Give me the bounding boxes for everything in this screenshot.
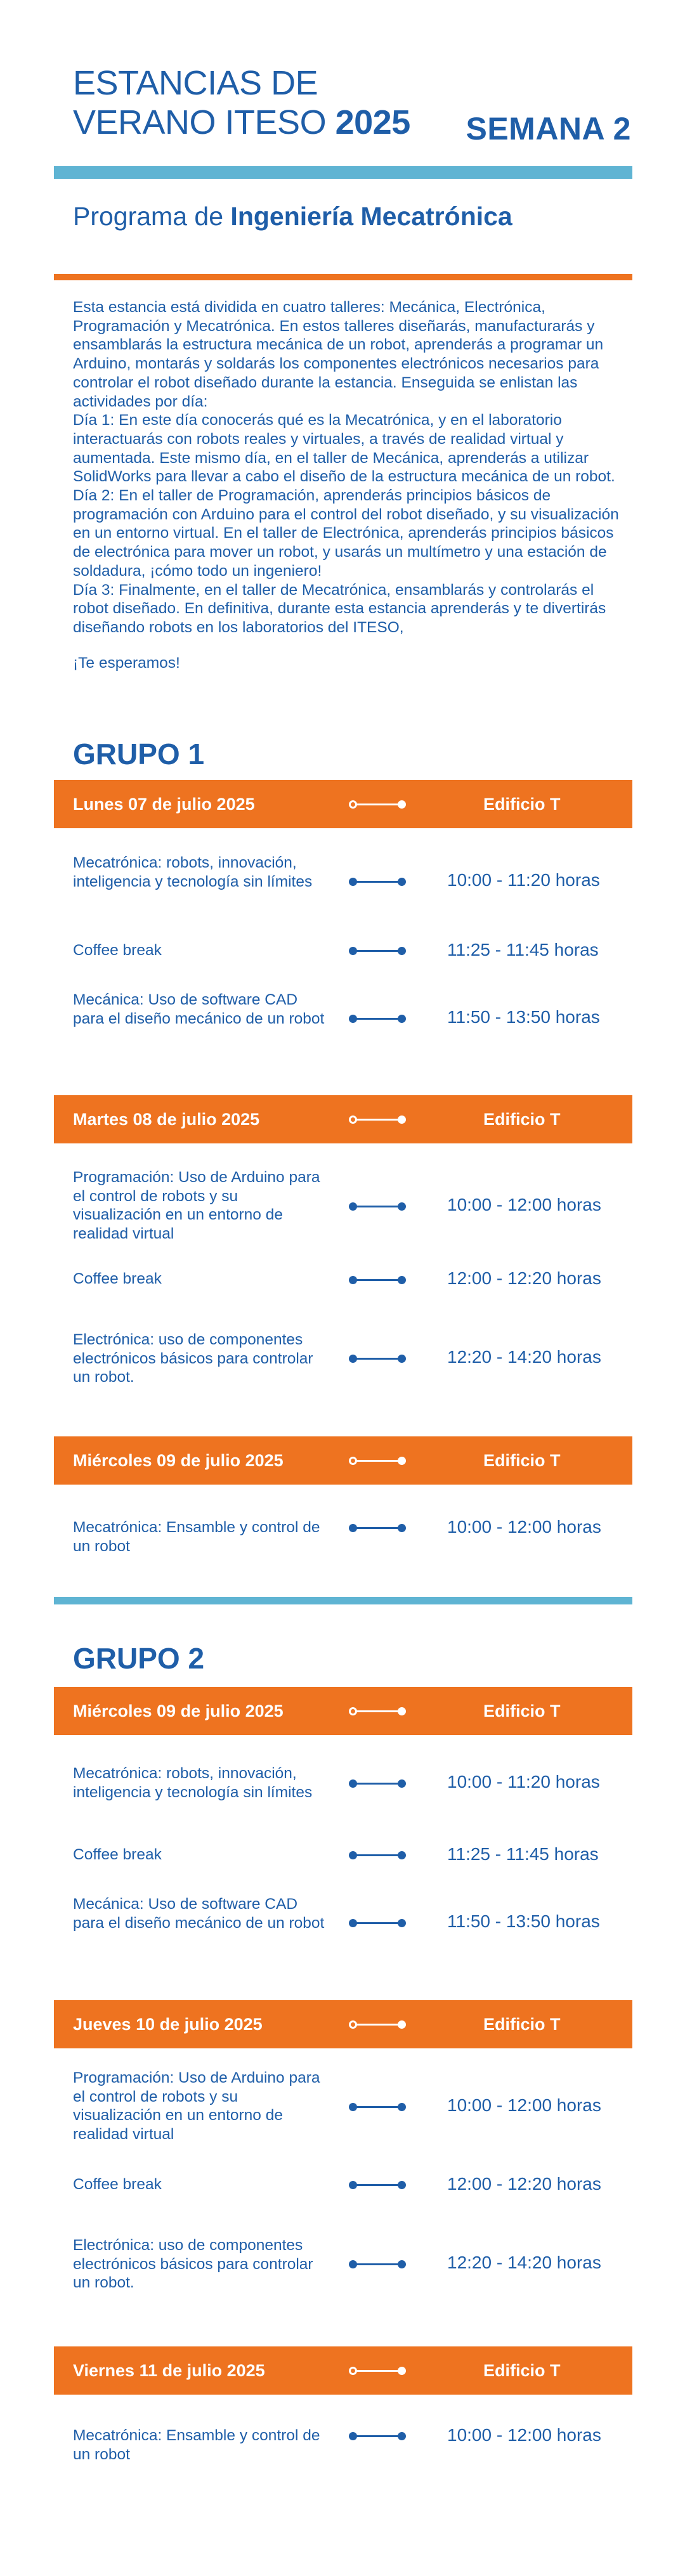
- connector-icon: [349, 1202, 406, 1211]
- day-label: Viernes 11 de julio 2025: [73, 2361, 265, 2380]
- day-label: Martes 08 de julio 2025: [73, 1110, 260, 1129]
- intro-paragraph: Esta estancia está dividida en cuatro talleres: Mecánica, Electrónica, Programación y Mecatrónica. En estos talleres diseñarás, manufacturarás y ensamblarás la estructura mecánica de un robot, aprenderás a programar un Arduino, montarás y soldarás los componentes electrónicos necesarios para controlar el robot diseñado durante la estancia. Enseguida se enlistan las actividades por día:: [73, 299, 604, 410]
- day-label: Lunes 07 de julio 2025: [73, 795, 255, 814]
- time-label: 10:00 - 12:00 horas: [447, 1195, 601, 1214]
- time-label: 11:25 - 11:45 horas: [447, 940, 599, 959]
- group-title: GRUPO 2: [73, 1642, 205, 1675]
- connector-icon: [349, 1275, 406, 1284]
- time-label: 10:00 - 11:20 horas: [447, 870, 600, 890]
- day-label: Miércoles 09 de julio 2025: [73, 1451, 284, 1470]
- intro-day-2: Día 2: En el taller de Programación, aprenderás principios básicos de programación con Arduino para el control del robot diseñado, y su visualización en un entorno virtual. En el taller de Electrónica, aprenderás principios básicos de electrónica para mover un robot, y usarás un multímetro y una estación de soldadura, ¡cómo todo un ingeniero!: [73, 487, 619, 580]
- intro-day-1: Día 1: En este día conocerás qué es la Mecatrónica, y en el laboratorio interactuarás con robots reales y virtuales, a través de realidad virtual y aumentada. Este mismo día, en el taller de Mecánica, aprenderás a utilizar SolidWorks para llevar a cabo el diseño de la estructura mecánica de un robot.: [73, 412, 615, 486]
- connector-icon: [349, 1354, 406, 1363]
- day-header: [54, 780, 632, 828]
- day-header: [54, 1095, 632, 1143]
- connector-icon: [349, 1115, 406, 1124]
- time-label: 10:00 - 11:20 horas: [447, 1772, 600, 1792]
- activity-label: Mecatrónica: robots, innovación, inteligencia y tecnología sin límites: [73, 1765, 313, 1801]
- program-divider: [54, 274, 632, 280]
- time-label: 11:25 - 11:45 horas: [447, 1844, 599, 1864]
- place-label: Edificio T: [483, 2361, 561, 2380]
- activity-label: Mecatrónica: Ensamble y control de un robot: [73, 2427, 320, 2463]
- connector-icon: [349, 946, 406, 955]
- connector-icon: [349, 1456, 406, 1465]
- place-label: Edificio T: [483, 1701, 561, 1721]
- activity-label: Coffee break: [73, 1846, 162, 1863]
- time-label: 12:20 - 14:20 horas: [447, 2253, 601, 2272]
- header-divider: [54, 166, 632, 179]
- place-label: Edificio T: [483, 1451, 561, 1470]
- program-name: Ingeniería Mecatrónica: [230, 202, 512, 231]
- connector-icon: [349, 1851, 406, 1859]
- connector-icon: [349, 1779, 406, 1788]
- activity-label: Coffee break: [73, 942, 162, 959]
- intro-text: [73, 298, 625, 672]
- connector-icon: [349, 1523, 406, 1532]
- group-divider: [54, 1597, 632, 1604]
- activity-label: Mecánica: Uso de software CAD para el diseño mecánico de un robot: [73, 1896, 325, 1932]
- time-label: 12:20 - 14:20 horas: [447, 1347, 601, 1367]
- intro-day-3: Día 3: Finalmente, en el taller de Mecatrónica, ensamblarás y controlarás el robot diseñado. En definitiva, durante esta estancia aprenderás y te divertirás diseñando robots en los laboratorios del ITESO,: [73, 581, 606, 636]
- time-label: 11:50 - 13:50 horas: [447, 1911, 600, 1931]
- activity-label: Mecatrónica: robots, innovación, inteligencia y tecnología sin límites: [73, 854, 313, 890]
- connector-icon: [349, 2020, 406, 2029]
- connector-icon: [349, 2431, 406, 2440]
- connector-icon: [349, 2260, 406, 2268]
- activity-label: Mecánica: Uso de software CAD para el diseño mecánico de un robot: [73, 991, 325, 1027]
- time-label: 12:00 - 12:20 horas: [447, 2174, 601, 2194]
- page-title: [73, 63, 410, 142]
- title-line-2: VERANO ITESO: [73, 103, 327, 141]
- activity-label: Electrónica: uso de componentes electrónicos básicos para controlar un robot.: [73, 2237, 313, 2292]
- connector-icon: [349, 2180, 406, 2189]
- day-header: [54, 2000, 632, 2048]
- place-label: Edificio T: [483, 1110, 561, 1129]
- connector-icon: [349, 877, 406, 886]
- week-label: SEMANA 2: [466, 111, 631, 146]
- activity-label: Programación: Uso de Arduino para el control de robots y su visualización en un entorno de realidad virtual: [73, 1169, 320, 1243]
- connector-icon: [349, 800, 406, 809]
- time-label: 10:00 - 12:00 horas: [447, 2095, 601, 2115]
- time-label: 10:00 - 12:00 horas: [447, 2425, 601, 2445]
- connector-icon: [349, 1707, 406, 1715]
- day-label: Jueves 10 de julio 2025: [73, 2015, 263, 2034]
- activity-label: Programación: Uso de Arduino para el control de robots y su visualización en un entorno de realidad virtual: [73, 2069, 320, 2143]
- place-label: Edificio T: [483, 795, 561, 814]
- place-label: Edificio T: [483, 2015, 561, 2034]
- connector-icon: [349, 1014, 406, 1023]
- program-prefix: Programa de: [73, 202, 224, 231]
- program-title: [73, 202, 512, 231]
- connector-icon: [349, 1918, 406, 1927]
- activity-label: Electrónica: uso de componentes electrónicos básicos para controlar un robot.: [73, 1331, 313, 1386]
- time-label: 12:00 - 12:20 horas: [447, 1268, 601, 1288]
- day-header: [54, 2346, 632, 2395]
- connector-icon: [349, 2366, 406, 2375]
- title-line-1: ESTANCIAS DE: [73, 64, 318, 102]
- day-label: Miércoles 09 de julio 2025: [73, 1701, 284, 1721]
- time-label: 11:50 - 13:50 horas: [447, 1007, 600, 1027]
- activity-label: Coffee break: [73, 2176, 162, 2193]
- intro-closing: ¡Te esperamos!: [73, 654, 180, 672]
- connector-icon: [349, 2102, 406, 2111]
- page-header: [73, 63, 631, 152]
- group-title: GRUPO 1: [73, 738, 205, 771]
- activity-label: Coffee break: [73, 1270, 162, 1287]
- day-header: [54, 1687, 632, 1735]
- time-label: 10:00 - 12:00 horas: [447, 1517, 601, 1537]
- activity-label: Mecatrónica: Ensamble y control de un robot: [73, 1519, 320, 1555]
- day-header: [54, 1436, 632, 1485]
- title-year: 2025: [335, 103, 410, 141]
